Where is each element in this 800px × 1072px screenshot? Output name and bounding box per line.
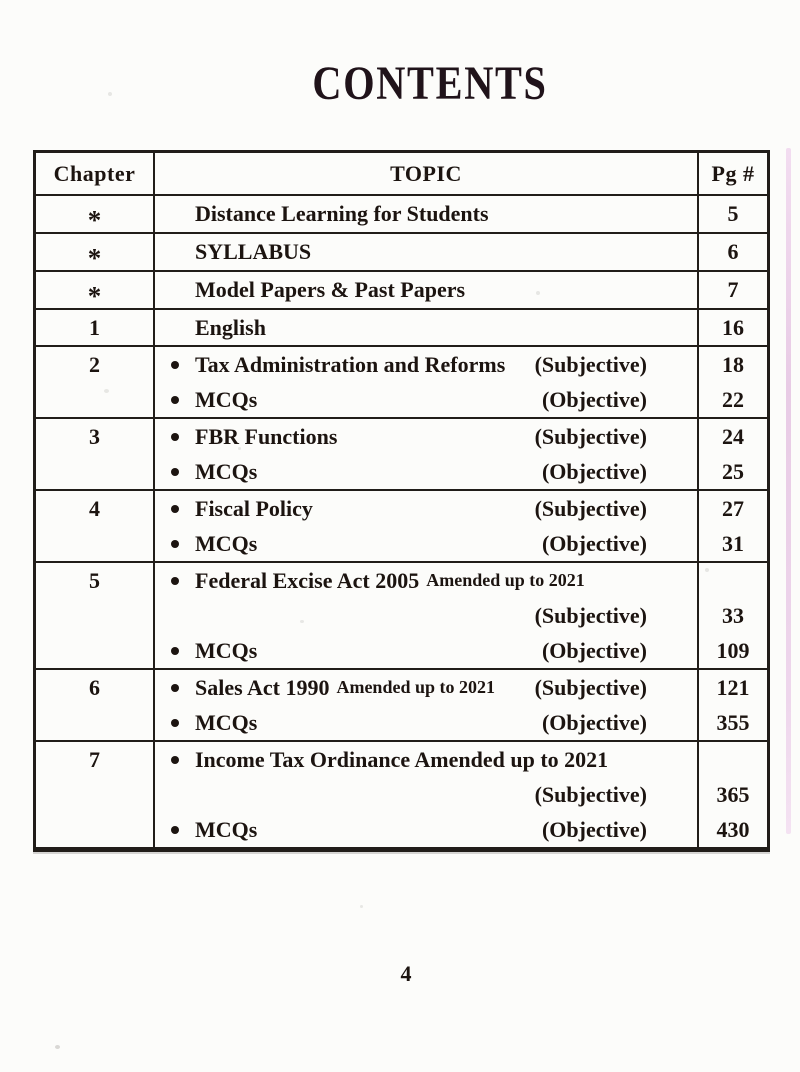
topic-label: (Objective) xyxy=(541,637,647,663)
topic-label: (Objective) xyxy=(541,530,647,556)
scan-speck xyxy=(536,291,540,295)
page-number: 365 xyxy=(716,782,750,807)
page-number: 33 xyxy=(722,603,744,628)
topic-text: Fiscal Policy xyxy=(195,495,313,521)
page-title xyxy=(30,56,800,111)
page-number: 16 xyxy=(722,315,744,340)
topic-text: FBR Functions xyxy=(195,423,338,449)
topic-line xyxy=(155,454,697,489)
topic-line xyxy=(155,491,697,526)
bullet-icon xyxy=(171,647,179,655)
topic-text: MCQs xyxy=(195,386,258,412)
chapter-label: * xyxy=(87,281,102,311)
page-number: 22 xyxy=(722,387,744,412)
page-number: 7 xyxy=(727,277,739,302)
topic-text: MCQs xyxy=(195,709,258,735)
chapter-cell xyxy=(36,563,155,668)
table-row xyxy=(36,310,767,347)
chapter-label: 4 xyxy=(89,496,100,521)
bullet-icon xyxy=(171,826,179,834)
scan-speck xyxy=(108,92,112,96)
scan-speck xyxy=(300,620,304,623)
contents-table-body xyxy=(36,196,767,847)
chapter-cell xyxy=(36,419,155,489)
chapter-cell xyxy=(36,196,155,235)
table-row xyxy=(36,234,767,272)
topic-label: (Subjective) xyxy=(534,781,647,807)
page-cell xyxy=(697,347,767,417)
topic-text: MCQs xyxy=(195,637,258,663)
table-row xyxy=(36,491,767,563)
table-row xyxy=(36,419,767,491)
bullet-icon xyxy=(171,361,179,369)
scan-speck xyxy=(104,389,109,393)
topic-line xyxy=(155,310,697,345)
bullet-icon xyxy=(171,577,179,585)
chapter-label: 7 xyxy=(89,747,100,772)
table-row xyxy=(36,742,767,847)
contents-table xyxy=(33,150,770,852)
topic-line xyxy=(155,419,697,454)
chapter-label: 1 xyxy=(89,315,100,340)
page-number: 18 xyxy=(722,352,744,377)
topic-line xyxy=(155,526,697,561)
page-cell xyxy=(697,742,767,847)
page-cell xyxy=(697,196,767,232)
chapter-label: 2 xyxy=(89,352,100,377)
scan-speck xyxy=(55,1045,60,1049)
scan-speck xyxy=(238,447,241,450)
chapter-cell xyxy=(36,347,155,417)
chapter-label: * xyxy=(87,243,102,273)
bullet-icon xyxy=(171,719,179,727)
page-number: 6 xyxy=(727,239,739,264)
page-number: 5 xyxy=(727,201,739,226)
page-number: 109 xyxy=(716,638,750,663)
chapter-label: 5 xyxy=(89,568,100,593)
topic-line xyxy=(155,742,697,777)
page-number: 355 xyxy=(716,710,750,735)
topic-cell xyxy=(155,742,697,847)
page-cell xyxy=(697,272,767,308)
footer-page-number: 4 xyxy=(400,961,412,986)
bullet-icon xyxy=(171,684,179,692)
header-page: Pg # xyxy=(697,153,767,194)
page-cell xyxy=(697,234,767,270)
page-cell xyxy=(697,670,767,740)
table-row xyxy=(36,347,767,419)
topic-label: (Subjective) xyxy=(534,495,647,521)
page-number: 27 xyxy=(722,496,744,521)
topic-cell xyxy=(155,234,697,270)
topic-text: MCQs xyxy=(195,458,258,484)
topic-label: (Objective) xyxy=(541,709,647,735)
topic-line xyxy=(155,777,697,812)
scan-speck xyxy=(423,174,427,177)
bullet-icon xyxy=(171,540,179,548)
scan-artifact-line xyxy=(786,148,791,834)
page-number: 25 xyxy=(722,459,744,484)
chapter-cell xyxy=(36,742,155,847)
topic-label: (Subjective) xyxy=(534,602,647,628)
chapter-cell xyxy=(36,310,155,345)
table-row xyxy=(36,272,767,310)
topic-line xyxy=(155,812,697,847)
topic-line xyxy=(155,272,697,307)
chapter-label: * xyxy=(87,205,102,235)
topic-text: Distance Learning for Students xyxy=(195,200,489,226)
topic-line xyxy=(155,670,697,705)
topic-cell xyxy=(155,310,697,345)
scan-speck xyxy=(705,568,709,572)
topic-text: Federal Excise Act 2005 xyxy=(195,567,420,593)
topic-cell xyxy=(155,196,697,232)
topic-line xyxy=(155,196,697,231)
topic-label: (Subjective) xyxy=(534,351,647,377)
bullet-icon xyxy=(171,505,179,513)
topic-line xyxy=(155,382,697,417)
bullet-icon xyxy=(171,468,179,476)
topic-text: SYLLABUS xyxy=(195,238,312,264)
topic-label: (Subjective) xyxy=(534,674,647,700)
topic-line xyxy=(155,234,697,269)
page-number xyxy=(699,563,767,598)
table-row xyxy=(36,563,767,670)
chapter-cell xyxy=(36,234,155,273)
topic-line xyxy=(155,598,697,633)
table-header-row xyxy=(36,153,767,196)
table-row xyxy=(36,670,767,742)
scan-speck xyxy=(360,905,363,908)
page-number: 24 xyxy=(722,424,744,449)
topic-line xyxy=(155,563,697,598)
table-row xyxy=(36,196,767,234)
topic-label: (Subjective) xyxy=(534,423,647,449)
topic-label: (Objective) xyxy=(541,816,647,842)
bullet-icon xyxy=(171,433,179,441)
header-topic: TOPIC xyxy=(390,160,462,186)
page-number: 31 xyxy=(722,531,744,556)
topic-text: MCQs xyxy=(195,530,258,556)
page-cell xyxy=(697,563,767,668)
topic-label: (Objective) xyxy=(541,458,647,484)
topic-cell xyxy=(155,491,697,561)
topic-cell xyxy=(155,419,697,489)
topic-suffix: Amended up to 2021 xyxy=(426,570,585,590)
chapter-label: 3 xyxy=(89,424,100,449)
page-number: 121 xyxy=(716,675,750,700)
chapter-label: 6 xyxy=(89,675,100,700)
page-title-text: CONTENTS xyxy=(312,57,548,110)
page-number: 430 xyxy=(716,817,750,842)
topic-line xyxy=(155,347,697,382)
topic-text: English xyxy=(195,314,266,340)
topic-label: (Objective) xyxy=(541,386,647,412)
bullet-icon xyxy=(171,396,179,404)
chapter-cell xyxy=(36,670,155,740)
topic-suffix: Amended up to 2021 xyxy=(336,677,495,697)
topic-text: Model Papers & Past Papers xyxy=(195,276,466,302)
page-cell xyxy=(697,491,767,561)
topic-line xyxy=(155,705,697,740)
topic-cell xyxy=(155,347,697,417)
topic-cell xyxy=(155,670,697,740)
page-cell xyxy=(697,310,767,345)
topic-text: Tax Administration and Reforms xyxy=(195,351,506,377)
bullet-icon xyxy=(171,756,179,764)
page-cell xyxy=(697,419,767,489)
chapter-cell xyxy=(36,491,155,561)
topic-text: Sales Act 1990 xyxy=(195,674,330,700)
topic-text: Income Tax Ordinance Amended up to 2021 xyxy=(195,746,609,772)
topic-cell xyxy=(155,272,697,308)
header-chapter: Chapter xyxy=(36,153,155,194)
topic-line xyxy=(155,633,697,668)
topic-text: MCQs xyxy=(195,816,258,842)
page-number xyxy=(699,742,767,777)
chapter-cell xyxy=(36,272,155,311)
topic-cell xyxy=(155,563,697,668)
